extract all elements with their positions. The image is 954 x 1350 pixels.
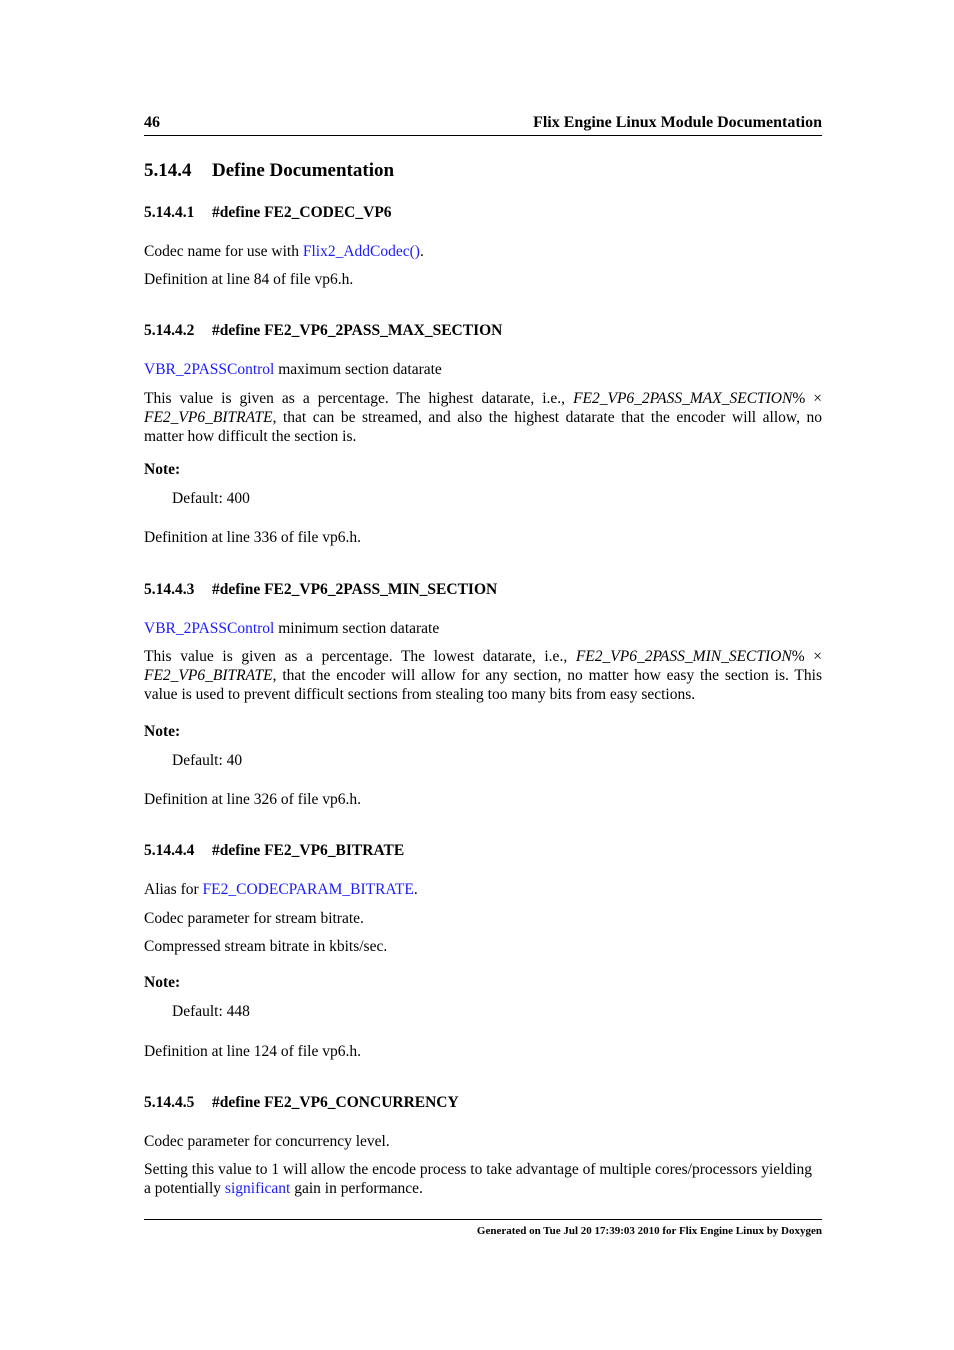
subsection-title: #define FE2_VP6_BITRATE xyxy=(212,842,405,859)
define-heading-codec-vp6 xyxy=(144,203,822,222)
brief-text: Alias for xyxy=(144,881,203,898)
page-header xyxy=(144,113,822,136)
brief-description xyxy=(144,242,822,261)
desc-text: Setting this value to 1 will allow the encode process to take advantage of multiple cores/processors yielding a potentially xyxy=(144,1161,813,1197)
link-significant[interactable]: significant xyxy=(224,1180,291,1197)
desc-symbol: % × xyxy=(792,390,823,407)
subsection-number: 5.14.4.1 xyxy=(144,204,195,221)
desc-emphasis: FE2_VP6_BITRATE xyxy=(144,667,273,684)
footer-text: Generated on Tue Jul 20 17:39:03 2010 for Flix Engine Linux by Doxygen xyxy=(476,1225,822,1237)
definition-location: Definition at line 326 of file vp6.h. xyxy=(144,791,361,808)
section-heading xyxy=(144,161,822,180)
brief-description xyxy=(144,360,822,379)
definition-location: Definition at line 336 of file vp6.h. xyxy=(144,529,361,546)
brief-description xyxy=(144,880,822,899)
desc-emphasis: FE2_VP6_BITRATE xyxy=(144,409,273,426)
note-label: Note: xyxy=(144,461,181,478)
subsection-number: 5.14.4.4 xyxy=(144,842,195,859)
brief-suffix: maximum section datarate xyxy=(274,361,442,378)
subsection-title: #define FE2_CODEC_VP6 xyxy=(212,204,392,221)
subsection-number: 5.14.4.2 xyxy=(144,322,195,339)
desc-text: This value is given as a percentage. The lowest datarate, i.e., xyxy=(144,648,576,665)
note-text: Default: 40 xyxy=(172,752,243,769)
detailed-description xyxy=(144,1160,822,1198)
description-line: Codec parameter for concurrency level. xyxy=(144,1133,390,1150)
define-heading-vp6-concurrency xyxy=(144,1093,822,1112)
page-number: 46 xyxy=(144,114,160,131)
description-line: Codec parameter for stream bitrate. xyxy=(144,910,364,927)
desc-emphasis: FE2_VP6_2PASS_MIN_SECTION xyxy=(575,648,792,665)
brief-suffix: . xyxy=(419,243,424,260)
link-vbr-2passcontrol[interactable]: VBR_2PASSControl xyxy=(144,361,275,378)
brief-text: Codec name for use with xyxy=(144,243,303,260)
desc-symbol: % × xyxy=(791,648,822,665)
subsection-title: #define FE2_VP6_CONCURRENCY xyxy=(212,1094,459,1111)
desc-text: This value is given as a percentage. The highest datarate, i.e., xyxy=(144,390,574,407)
desc-text: gain in performance. xyxy=(290,1180,423,1197)
page-footer xyxy=(144,1219,822,1237)
subsection-number: 5.14.4.5 xyxy=(144,1094,195,1111)
desc-emphasis: FE2_VP6_2PASS_MAX_SECTION xyxy=(573,390,793,407)
definition-location: Definition at line 84 of file vp6.h. xyxy=(144,271,354,288)
desc-text: , that the encoder will allow for any section, no matter how easy the section is. This value is used to prevent difficult sections from stealing too many bits from easy sections. xyxy=(144,667,822,703)
brief-description xyxy=(144,619,822,638)
subsection-title: #define FE2_VP6_2PASS_MIN_SECTION xyxy=(212,581,498,598)
detailed-description xyxy=(144,389,822,446)
brief-suffix: . xyxy=(413,881,418,898)
section-number: 5.14.4 xyxy=(144,160,192,181)
document-title: Flix Engine Linux Module Documentation xyxy=(533,114,822,131)
note-label: Note: xyxy=(144,723,181,740)
subsection-number: 5.14.4.3 xyxy=(144,581,195,598)
description-line: Compressed stream bitrate in kbits/sec. xyxy=(144,938,388,955)
note-label: Note: xyxy=(144,974,181,991)
note-text: Default: 400 xyxy=(172,490,250,507)
link-vbr-2passcontrol[interactable]: VBR_2PASSControl xyxy=(144,620,275,637)
subsection-title: #define FE2_VP6_2PASS_MAX_SECTION xyxy=(212,322,503,339)
link-flix2-addcodec[interactable]: Flix2_AddCodec() xyxy=(302,243,420,260)
note-text: Default: 448 xyxy=(172,1003,250,1020)
define-heading-2pass-max-section xyxy=(144,321,822,340)
detailed-description xyxy=(144,647,822,704)
section-title: Define Documentation xyxy=(212,160,395,181)
definition-location: Definition at line 124 of file vp6.h. xyxy=(144,1043,361,1060)
brief-suffix: minimum section datarate xyxy=(274,620,440,637)
define-heading-2pass-min-section xyxy=(144,580,822,599)
define-heading-vp6-bitrate xyxy=(144,841,822,860)
link-fe2-codecparam-bitrate[interactable]: FE2_CODECPARAM_BITRATE xyxy=(202,881,414,898)
desc-text: , that can be streamed, and also the highest datarate that the encoder will allow, no matter how difficult the section is. xyxy=(144,409,822,445)
